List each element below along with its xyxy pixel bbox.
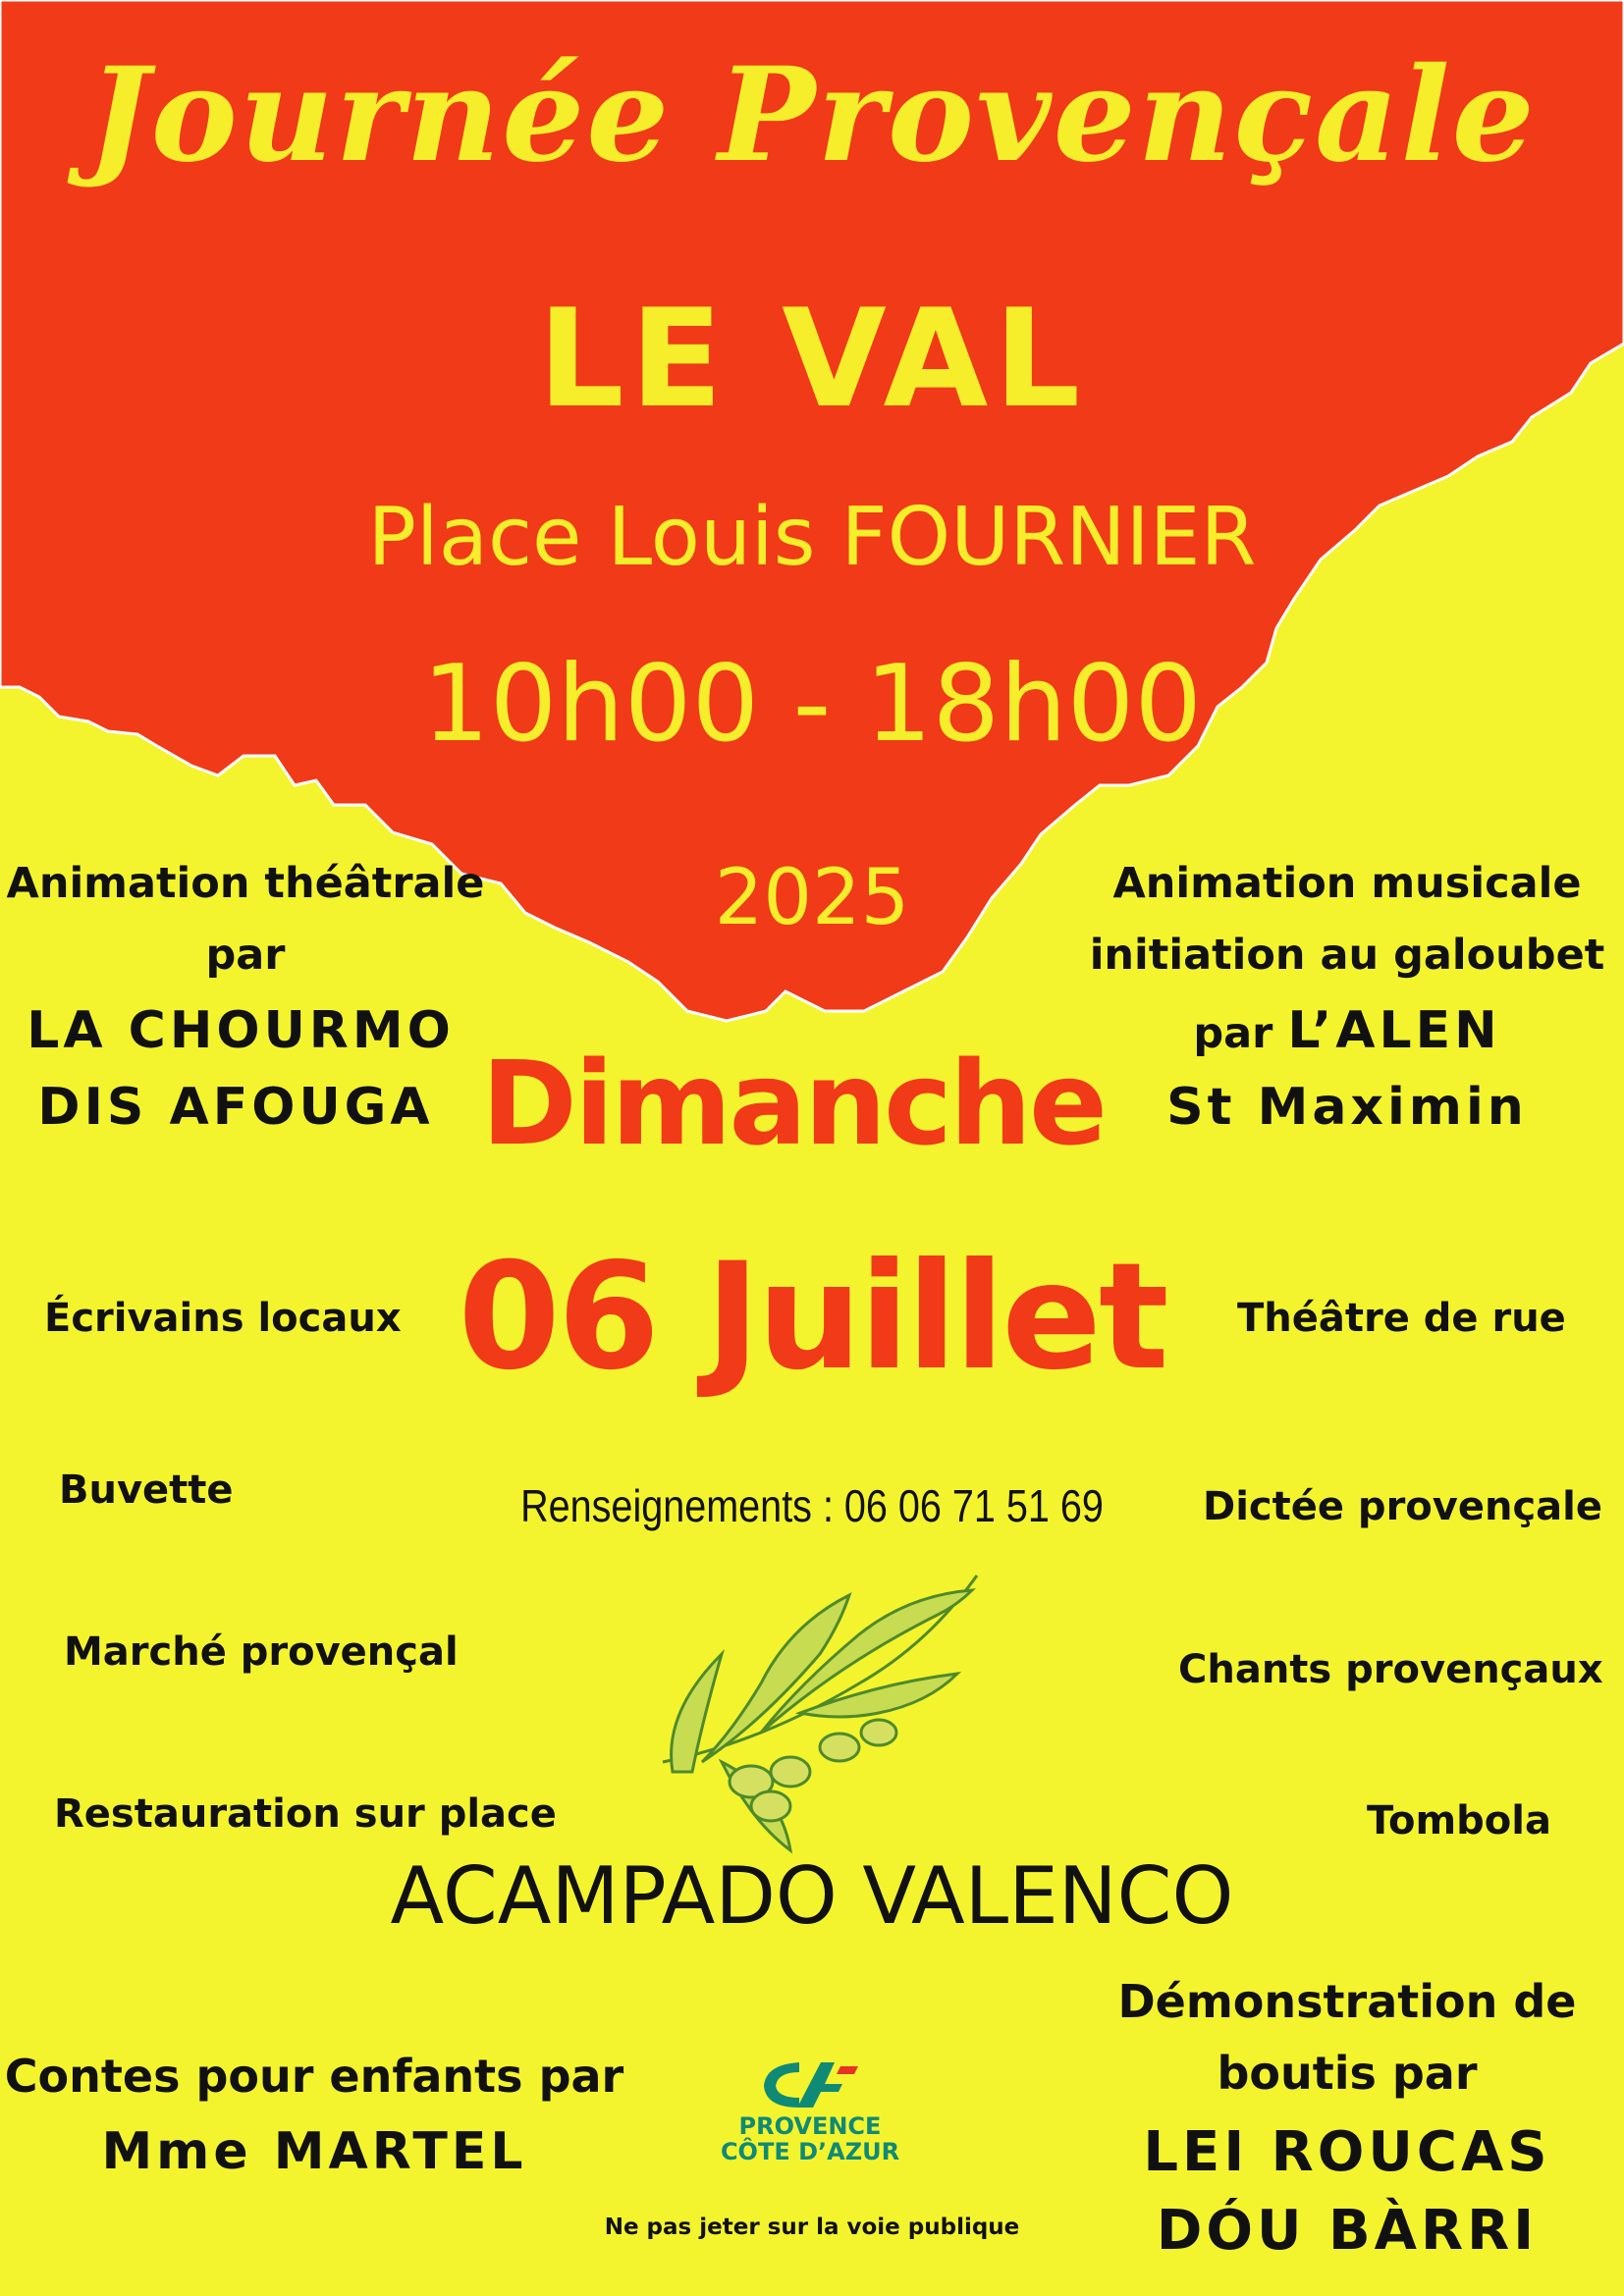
event-date: 06 Juillet [458,1232,1166,1403]
event-location: Place Louis FOURNIER [367,491,1257,584]
event-title: Journée Provençale [87,39,1537,191]
event-year: 2025 [714,854,910,942]
sponsor-logo [687,2056,933,2164]
tales-performer-name: Mme MARTEL [101,2122,527,2181]
catering-label: Restauration sur place [54,1791,557,1837]
olive-branch-icon [643,1536,997,1860]
theatre-group-line2: DIS AFOUGA [37,1078,434,1137]
kids-tales-label: Contes pour enfants par [4,2050,624,2103]
local-writers-label: Écrivains locaux [44,1296,402,1341]
sponsor-line1: PROVENCE [738,2112,882,2140]
event-day: Dimanche [481,1036,1105,1171]
music-par-label: par [1193,1009,1288,1058]
organizer-name: ACAMPADO VALENCO [390,1850,1234,1942]
theatre-animation-label: Animation théâtrale [6,859,485,908]
street-theatre-label: Théâtre de rue [1237,1296,1566,1341]
boutis-group-line2: DÓU BÀRRI [1156,2199,1539,2263]
credit-agricole-logo-icon [756,2056,864,2113]
contact-info: Renseignements : 06 06 71 51 69 [520,1480,1104,1531]
music-animation-label: Animation musicale [1112,859,1582,908]
refreshments-label: Buvette [59,1468,234,1513]
theatre-par-label: par [205,931,286,980]
music-group-line2: St Maximin [1166,1078,1528,1137]
town-name: LE VAL [537,280,1087,438]
music-group-line1 [1070,1001,1624,1060]
footer-note: Ne pas jeter sur la voie publique [604,2215,1020,2240]
market-label: Marché provençal [64,1629,459,1675]
theatre-group-line1: LA CHOURMO [27,1001,455,1060]
dictation-label: Dictée provençale [1203,1484,1602,1529]
music-group-name: L’ALEN [1287,1001,1501,1060]
galoubet-initiation-label: initiation au galoubet [1089,931,1605,980]
event-hours: 10h00 - 18h00 [421,643,1203,766]
boutis-par-label: boutis par [1217,2047,1478,2100]
songs-label: Chants provençaux [1178,1647,1603,1692]
raffle-label: Tombola [1367,1798,1551,1843]
boutis-group-line1: LEI ROUCAS [1143,2120,1551,2184]
sponsor-line2: CÔTE D’AZUR [720,2138,900,2165]
boutis-demo-label: Démonstration de [1117,1975,1577,2028]
